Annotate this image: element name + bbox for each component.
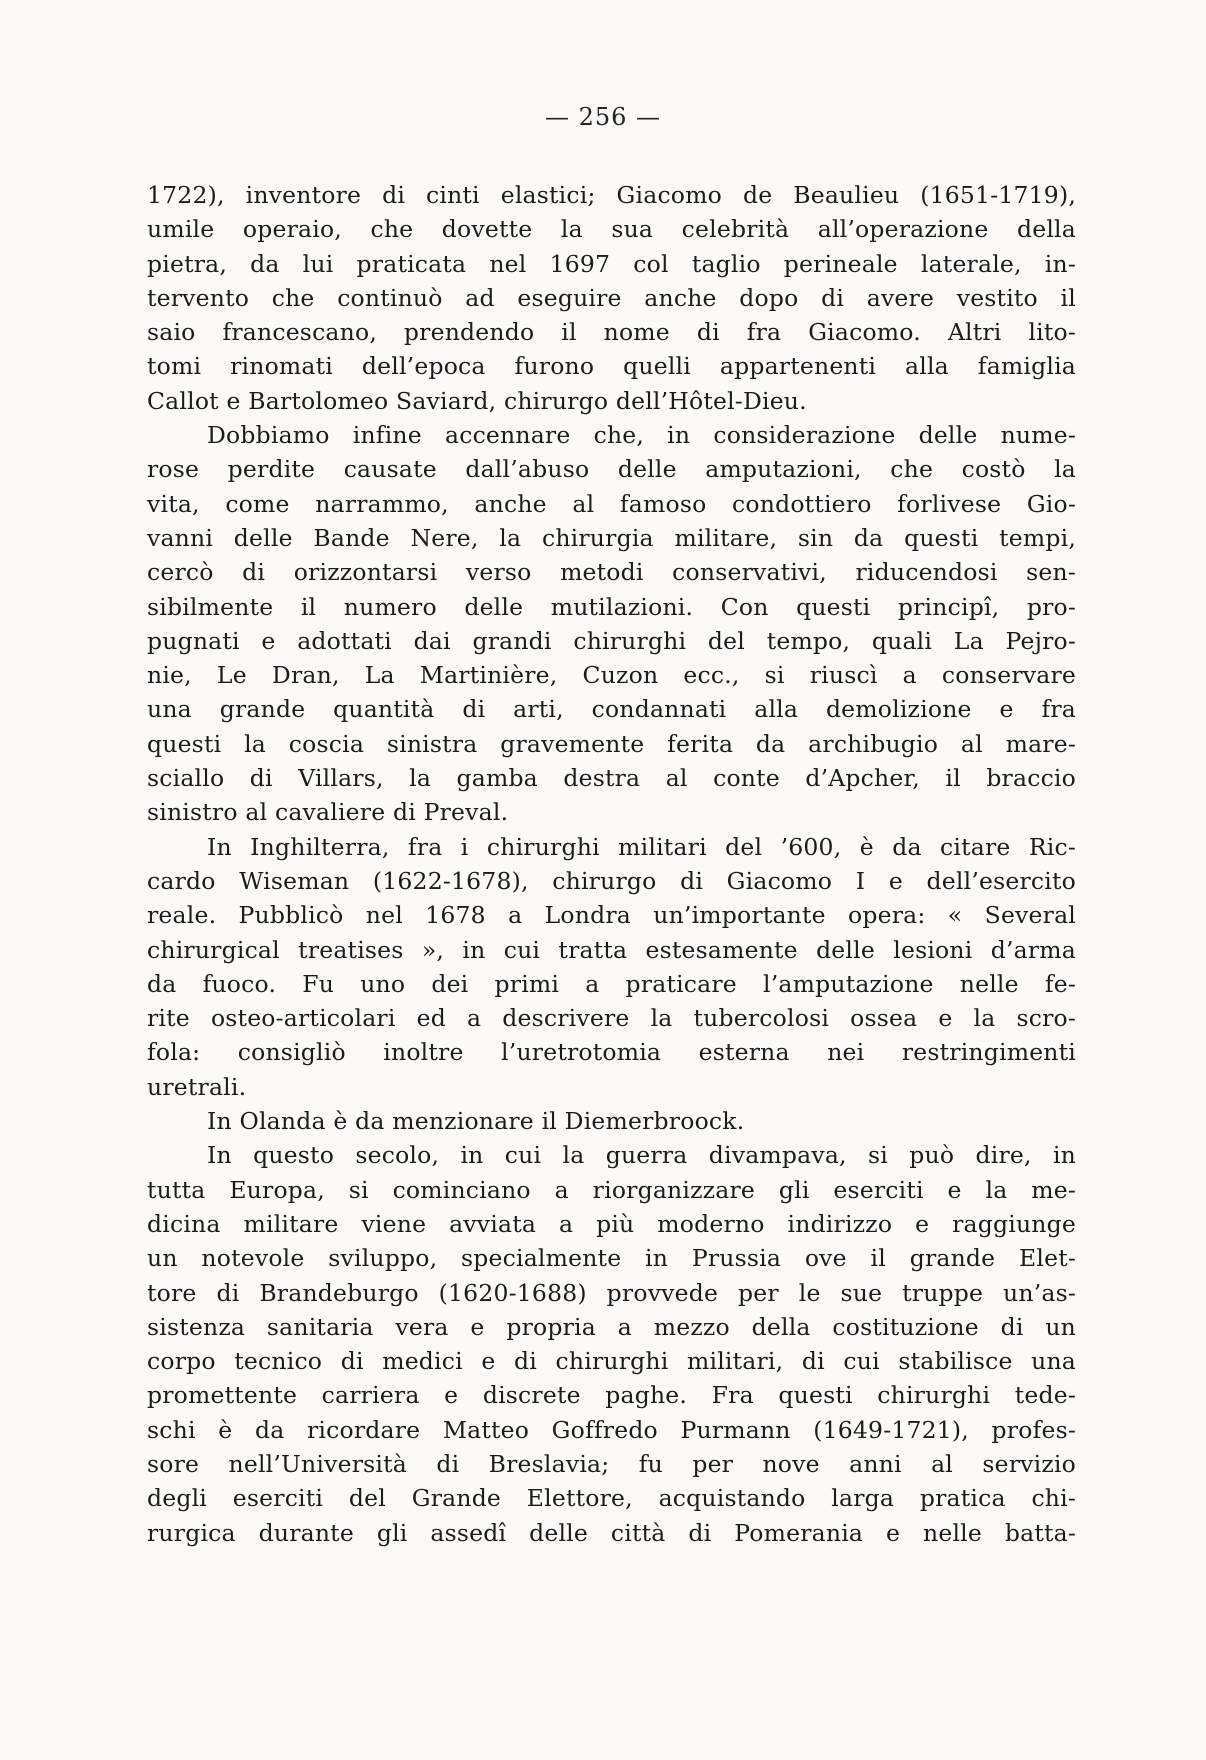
text-line: degli eserciti del Grande Elettore, acquistando larga pratica chi- <box>147 1484 1076 1513</box>
text-line: 1722), inventore di cinti elastici; Giacomo de Beaulieu (1651-1719), <box>147 181 1076 209</box>
text-line: In Inghilterra, fra i chirurghi militari del ’600, è da citare Ric- <box>207 832 1076 861</box>
text-line: rite osteo-articolari ed a descrivere la tubercolosi ossea e la scro- <box>147 1004 1076 1033</box>
text-line: cercò di orizzontarsi verso metodi conservativi, riducendosi sen- <box>147 558 1076 587</box>
text-line: sistenza sanitaria vera e propria a mezzo della costituzione di un <box>147 1312 1076 1341</box>
text-line: questi la coscia sinistra gravemente ferita da archibugio al mare- <box>147 729 1076 758</box>
text-line: sore nell’Università di Breslavia; fu per nove anni al servizio <box>147 1449 1076 1478</box>
text-line: da fuoco. Fu uno dei primi a praticare l’amputazione nelle fe- <box>147 969 1076 998</box>
text-line: In questo secolo, in cui la guerra divampava, si può dire, in <box>207 1141 1076 1170</box>
text-line: rose perdite causate dall’abuso delle amputazioni, che costò la <box>147 455 1076 484</box>
text-line: fola: consigliò inoltre l’uretrotomia esterna nei restringimenti <box>147 1038 1076 1067</box>
text-line: corpo tecnico di medici e di chirurghi militari, di cui stabilisce una <box>147 1347 1076 1376</box>
text-line: sinistro al cavaliere di Preval. <box>147 798 509 827</box>
text-line: vanni delle Bande Nere, la chirurgia militare, sin da questi tempi, <box>147 523 1076 552</box>
text-line: nie, Le Dran, La Martinière, Cuzon ecc., si riuscì a conservare <box>147 661 1076 690</box>
text-line: chirurgical treatises », in cui tratta estesamente delle lesioni d’arma <box>147 935 1076 964</box>
text-line: Callot e Bartolomeo Saviard, chirurgo dell’Hôtel-Dieu. <box>147 386 807 415</box>
text-line: tutta Europa, si cominciano a riorganizzare gli eserciti e la me- <box>147 1175 1076 1204</box>
text-line: saio francescano, prendendo il nome di fra Giacomo. Altri lito- <box>147 318 1076 347</box>
text-line: reale. Pubblicò nel 1678 a Londra un’importante opera: « Several <box>147 901 1076 930</box>
body-text <box>147 178 1076 1550</box>
text-line: pietra, da lui praticata nel 1697 col taglio perineale laterale, in- <box>147 249 1076 278</box>
text-line: vita, come narrammo, anche al famoso condottiero forlivese Gio- <box>147 489 1076 518</box>
text-line: cardo Wiseman (1622-1678), chirurgo di Giacomo I e dell’esercito <box>147 866 1076 895</box>
text-line: pugnati e adottati dai grandi chirurghi del tempo, quali La Pejro- <box>147 626 1076 655</box>
text-line: Dobbiamo infine accennare che, in considerazione delle nume- <box>207 421 1076 450</box>
paragraph <box>147 418 1076 830</box>
text-line: promettente carriera e discrete paghe. Fra questi chirurghi tede- <box>147 1381 1076 1410</box>
text-line: rurgica durante gli assedî delle città di Pomerania e nelle batta- <box>147 1518 1076 1547</box>
paragraph <box>147 830 1076 1104</box>
text-line: tomi rinomati dell’epoca furono quelli appartenenti alla famiglia <box>147 352 1076 381</box>
text-line: dicina militare viene avviata a più moderno indirizzo e raggiunge <box>147 1209 1076 1238</box>
text-line: un notevole sviluppo, specialmente in Prussia ove il grande Elet- <box>147 1244 1076 1273</box>
text-line: tore di Brandeburgo (1620-1688) provvede per le sue truppe un’as- <box>147 1278 1076 1307</box>
text-line: sibilmente il numero delle mutilazioni. Con questi principî, pro- <box>147 592 1076 621</box>
text-line: In Olanda è da menzionare il Diemerbroock. <box>207 1107 745 1136</box>
paragraph <box>147 178 1076 418</box>
text-line: una grande quantità di arti, condannati alla demolizione e fra <box>147 695 1076 724</box>
page-number: — 256 — <box>544 103 662 131</box>
text-line: sciallo di Villars, la gamba destra al conte d’Apcher, il braccio <box>147 764 1076 793</box>
paragraph <box>147 1138 1076 1550</box>
text-line: schi è da ricordare Matteo Goffredo Purmann (1649-1721), profes- <box>147 1415 1076 1444</box>
paragraph <box>147 1104 1076 1138</box>
text-line: uretrali. <box>147 1072 247 1101</box>
text-line: tervento che continuò ad eseguire anche dopo di avere vestito il <box>147 283 1076 312</box>
text-line: umile operaio, che dovette la sua celebrità all’operazione della <box>147 215 1076 244</box>
